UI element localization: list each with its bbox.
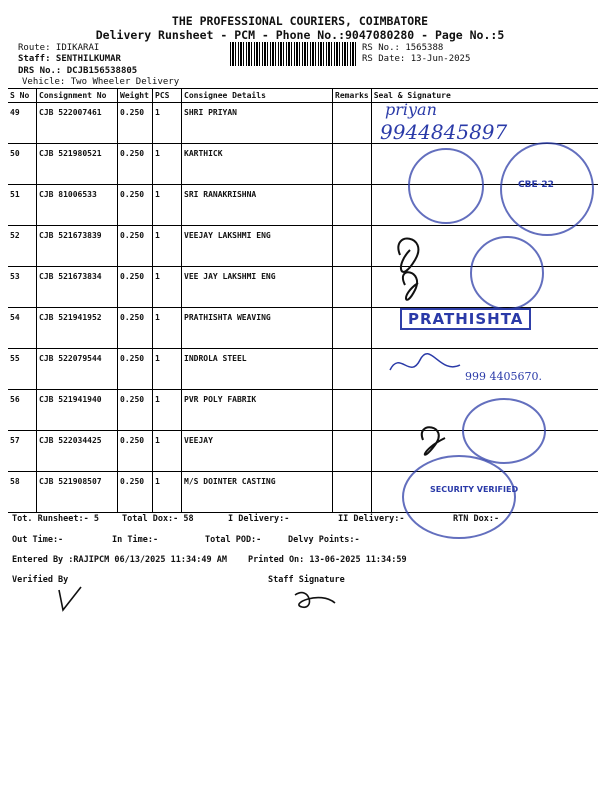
- cell-empty: [333, 349, 372, 390]
- cell-sno: 54: [8, 308, 37, 349]
- cell-consignee: PVR POLY FABRIK: [182, 390, 333, 431]
- cell-pcs: 1: [153, 349, 182, 390]
- cell-weight: 0.250: [118, 308, 153, 349]
- cell-sno: 51: [8, 185, 37, 226]
- cell-sno: 55: [8, 349, 37, 390]
- cell-sno: 57: [8, 431, 37, 472]
- drs-number: DRS No.: DCJB156538805: [18, 66, 138, 76]
- cell-pcs: 1: [153, 185, 182, 226]
- cell-consignee: M/S DOINTER CASTING: [182, 472, 333, 513]
- col-remarks: Remarks: [333, 89, 372, 103]
- signature-55-phone: 999 4405670.: [465, 370, 542, 383]
- cell-consignment: CJB 521673839: [37, 226, 118, 267]
- col-consignee: Consignee Details: [182, 89, 333, 103]
- cell-weight: 0.250: [118, 390, 153, 431]
- cell-consignment: CJB 521908507: [37, 472, 118, 513]
- out-time: Out Time:-: [12, 535, 64, 545]
- cell-sno: 52: [8, 226, 37, 267]
- staff-label: Staff: SENTHILKUMAR: [18, 54, 121, 64]
- security-stamp: [402, 455, 519, 539]
- cell-pcs: 1: [153, 144, 182, 185]
- cell-empty: [333, 185, 372, 226]
- cell-pcs: 1: [153, 103, 182, 144]
- cell-empty: [333, 472, 372, 513]
- cell-consignment: CJB 521673834: [37, 267, 118, 308]
- cbe-stamp-left: [408, 148, 484, 224]
- cell-consignment: CJB 521941952: [37, 308, 118, 349]
- cell-sno: 49: [8, 103, 37, 144]
- cell-pcs: 1: [153, 267, 182, 308]
- cell-consignee: INDROLA STEEL: [182, 349, 333, 390]
- cell-consignee: KARTHICK: [182, 144, 333, 185]
- stamp-cbe-text: CBE-22: [518, 180, 554, 190]
- cell-consignment: CJB 81006533: [37, 185, 118, 226]
- vehicle-label: Vehicle: Two Wheeler Delivery: [22, 77, 180, 87]
- staff-signature-label: Staff Signature: [268, 575, 345, 585]
- signature-57: [415, 420, 455, 460]
- cell-weight: 0.250: [118, 144, 153, 185]
- cell-consignment: CJB 521941940: [37, 390, 118, 431]
- cell-pcs: 1: [153, 226, 182, 267]
- table-row: [8, 349, 598, 390]
- cell-pcs: 1: [153, 472, 182, 513]
- company-title: THE PROFESSIONAL COURIERS, COIMBATORE: [171, 14, 429, 28]
- cell-empty: [333, 431, 372, 472]
- cell-consignee: VEEJAY LAKSHMI ENG: [182, 226, 333, 267]
- cell-sno: 56: [8, 390, 37, 431]
- cell-empty: [333, 308, 372, 349]
- verified-by: Verified By: [12, 575, 69, 585]
- rs-date: RS Date: 13-Jun-2025: [362, 54, 471, 64]
- entered-by: Entered By :RAJIPCM 06/13/2025 11:34:49 AM: [12, 555, 227, 565]
- col-weight: Weight: [118, 89, 153, 103]
- signature-55: [385, 350, 465, 380]
- round-stamp: [470, 236, 544, 310]
- in-time: In Time:-: [112, 535, 159, 545]
- col-sno: S No: [8, 89, 37, 103]
- cell-consignee: VEEJAY: [182, 431, 333, 472]
- col-pcs: PCS: [153, 89, 182, 103]
- cell-sno: 58: [8, 472, 37, 513]
- cell-weight: 0.250: [118, 431, 153, 472]
- cell-empty: [333, 226, 372, 267]
- cell-consignment: CJB 521980521: [37, 144, 118, 185]
- cell-consignee: VEE JAY LAKSHMI ENG: [182, 267, 333, 308]
- signature-52-53: [390, 225, 450, 305]
- cell-empty: [333, 144, 372, 185]
- col-consignment: Consignment No: [37, 89, 118, 103]
- cell-pcs: 1: [153, 431, 182, 472]
- col-seal: Seal & Signature: [371, 89, 598, 103]
- printed-on: Printed On: 13-06-2025 11:34:59: [248, 555, 407, 565]
- cell-weight: 0.250: [118, 103, 153, 144]
- rs-number: RS No.: 1565388: [362, 43, 444, 53]
- total-dox: Total Dox:- 58: [122, 514, 194, 524]
- cell-sno: 53: [8, 267, 37, 308]
- i-delivery: I Delivery:-: [228, 514, 290, 524]
- total-runsheet: Tot. Runsheet:- 5: [12, 514, 99, 524]
- cell-weight: 0.250: [118, 267, 153, 308]
- signature-49-phone: 9944845897: [380, 120, 508, 144]
- signature-49-name: priyan: [385, 100, 437, 119]
- cell-pcs: 1: [153, 308, 182, 349]
- cell-weight: 0.250: [118, 185, 153, 226]
- ii-delivery: II Delivery:-: [338, 514, 405, 524]
- prathishta-stamp: PRATHISHTA: [400, 308, 531, 330]
- verified-signature: [55, 585, 85, 615]
- cell-pcs: 1: [153, 390, 182, 431]
- cell-empty: [333, 267, 372, 308]
- barcode: [230, 42, 356, 66]
- cell-consignee: SRI RANAKRISHNA: [182, 185, 333, 226]
- cell-weight: 0.250: [118, 349, 153, 390]
- cell-empty: [333, 390, 372, 431]
- stamp-56: [462, 398, 546, 464]
- cell-consignment: CJB 522079544: [37, 349, 118, 390]
- security-stamp-text: SECURITY VERIFIED: [430, 485, 519, 494]
- route-label: Route: IDIKARAI: [18, 43, 100, 53]
- table-row: [8, 103, 598, 144]
- cell-consignee: SHRI PRIYAN: [182, 103, 333, 144]
- cell-consignment: CJB 522034425: [37, 431, 118, 472]
- rtn-dox: RTN Dox:-: [453, 514, 500, 524]
- delvy-points: Delvy Points:-: [288, 535, 360, 545]
- runsheet-subtitle: Delivery Runsheet - PCM - Phone No.:9047080280 - Page No.:5: [95, 28, 505, 42]
- cell-empty: [333, 103, 372, 144]
- cell-consignee: PRATHISHTA WEAVING: [182, 308, 333, 349]
- cell-sno: 50: [8, 144, 37, 185]
- total-pod: Total POD:-: [205, 535, 262, 545]
- cell-weight: 0.250: [118, 226, 153, 267]
- cell-consignment: CJB 522007461: [37, 103, 118, 144]
- cell-weight: 0.250: [118, 472, 153, 513]
- staff-signature: [290, 585, 340, 615]
